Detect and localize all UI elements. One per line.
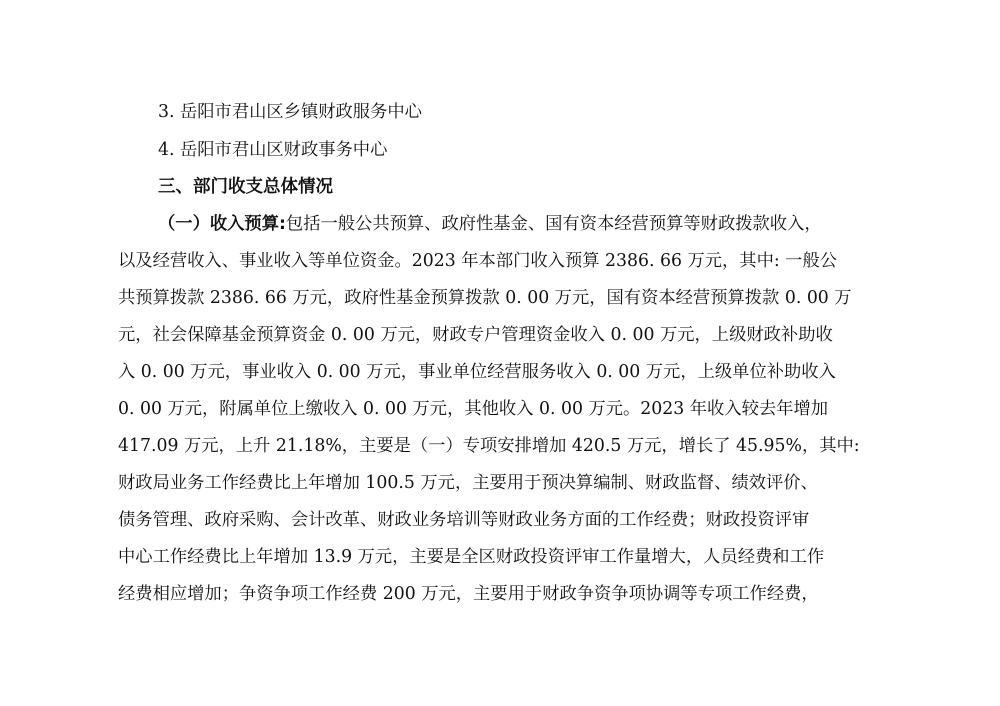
paragraph-line-2: 以及经营收入、事业收入等单位资金。2023 年本部门收入预算 2386. 66 万元，其中: 一般公 xyxy=(118,251,838,271)
paragraph-line-5: 入 0. 00 万元，事业收入 0. 00 万元，事业单位经营服务收入 0. 00 万元，上级单位补助收入 xyxy=(118,362,836,382)
list-item-3: 3. 岳阳市君山区乡镇财政服务中心 xyxy=(158,102,422,122)
paragraph-line-10: 中心工作经费比上年增加 13.9 万元，主要是全区财政投资评审工作量增大，人员经费和工作 xyxy=(118,547,825,567)
paragraph-lead-colon: : xyxy=(278,214,286,234)
paragraph-line-8: 财政局业务工作经费比上年增加 100.5 万元，主要用于预决算编制、财政监督、绩效评价、 xyxy=(118,473,818,493)
paragraph-line-11: 经费相应增加；争资争项工作经费 200 万元，主要用于财政争资争项协调等专项工作经费， xyxy=(118,584,819,604)
paragraph-lead: （一）收入预算 xyxy=(158,214,279,234)
list-item-4: 4. 岳阳市君山区财政事务中心 xyxy=(158,140,388,160)
paragraph-text: 包括一般公共预算、政府性基金、国有资本经营预算等财政拨款收入， xyxy=(285,214,822,234)
paragraph-line-9: 债务管理、政府采购、会计改革、财政业务培训等财政业务方面的工作经费；财政投资评审 xyxy=(118,510,810,530)
paragraph-line-7: 417.09 万元，上升 21.18%，主要是（一）专项安排增加 420.5 万元，增长了 45.95%，其中: xyxy=(118,436,860,456)
section-heading: 三、部门收支总体情况 xyxy=(158,177,333,197)
paragraph-line-1 xyxy=(0,207,1000,241)
paragraph-line-6: 0. 00 万元，附属单位上缴收入 0. 00 万元，其他收入 0. 00 万元。2023 年收入较去年增加 xyxy=(118,399,829,419)
paragraph-line-4: 元，社会保障基金预算资金 0. 00 万元，财政专户管理资金收入 0. 00 万元，上级财政补助收 xyxy=(118,325,833,345)
paragraph-line-3: 共预算拨款 2386. 66 万元，政府性基金预算拨款 0. 00 万元，国有资本经营预算拨款 0. 00 万 xyxy=(118,288,852,308)
